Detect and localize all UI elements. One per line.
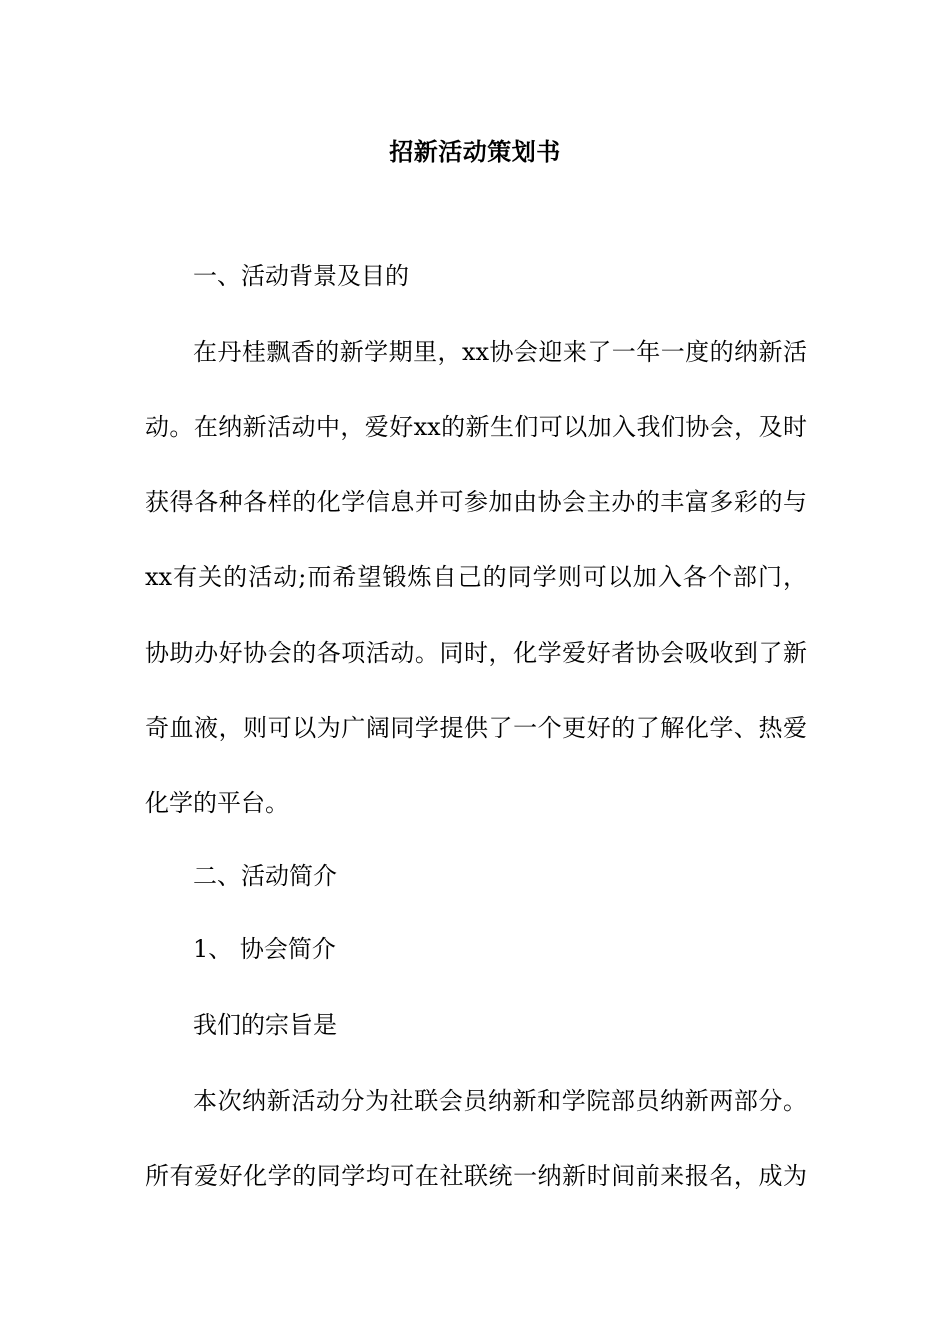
- paragraph-line: 奇血液，则可以为广阔同学提供了一个更好的了解化学、热爱: [145, 714, 807, 742]
- paragraph-line: 获得各种各样的化学信息并可参加由协会主办的丰富多彩的与: [145, 488, 807, 516]
- paragraph-line: 在丹桂飘香的新学期里，xx协会迎来了一年一度的纳新活: [193, 338, 807, 366]
- paragraph-line: 本次纳新活动分为社联会员纳新和学院部员纳新两部分。: [193, 1087, 807, 1115]
- subsection-heading: 1、 协会简介: [193, 935, 336, 963]
- paragraph-line: 所有爱好化学的同学均可在社联统一纳新时间前来报名，成为: [145, 1162, 807, 1190]
- section-heading-1: 一、活动背景及目的: [193, 262, 409, 290]
- paragraph-line: 协助办好协会的各项活动。同时，化学爱好者协会吸收到了新: [145, 639, 807, 667]
- paragraph-line: 化学的平台。: [145, 789, 289, 817]
- section-heading-2: 二、活动简介: [193, 862, 337, 890]
- paragraph-line: xx有关的活动;而希望锻炼自己的同学则可以加入各个部门，: [145, 563, 807, 591]
- paragraph-line: 我们的宗旨是: [193, 1011, 337, 1039]
- paragraph-line: 动。在纳新活动中，爱好xx的新生们可以加入我们协会，及时: [145, 413, 807, 441]
- document-title: 招新活动策划书: [389, 137, 561, 166]
